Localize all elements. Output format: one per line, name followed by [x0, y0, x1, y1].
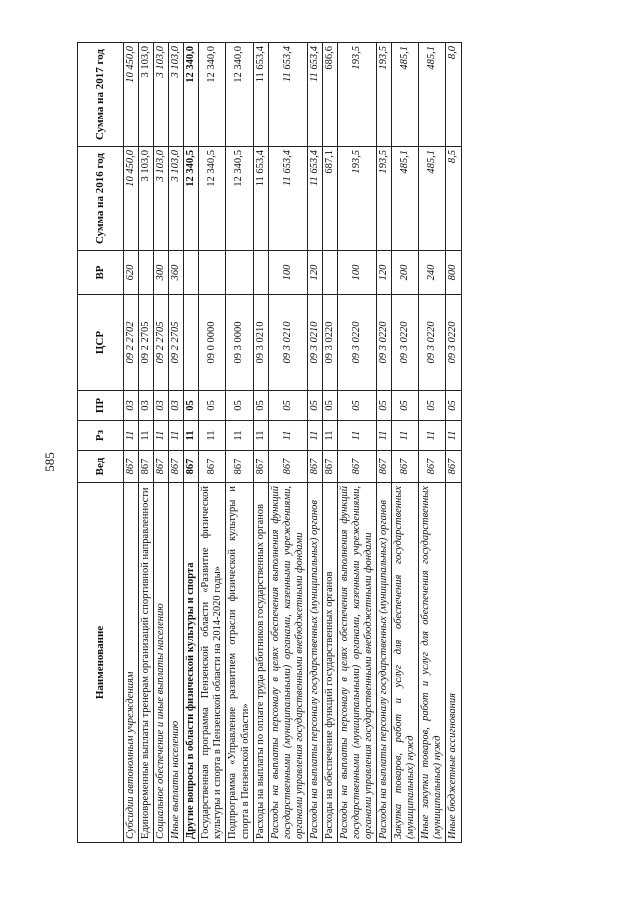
cell-pr: 05: [322, 391, 337, 421]
cell-ved: 867: [253, 451, 268, 483]
cell-sum-2017: 3 103,0: [139, 43, 154, 147]
cell-sum-2016: 11 653,4: [307, 147, 322, 251]
cell-sum-2017: 193,5: [337, 43, 376, 147]
cell-pr: 05: [377, 391, 392, 421]
cell-rz: 11: [139, 421, 154, 451]
cell-sum-2017: 193,5: [377, 43, 392, 147]
cell-pr: 05: [307, 391, 322, 421]
cell-csr: 09 2 2705: [154, 295, 169, 391]
cell-pr: 03: [124, 391, 139, 421]
cell-csr: 09 3 0220: [392, 295, 419, 391]
table-row: [169, 43, 184, 843]
table-row: [199, 43, 226, 843]
cell-vr: 120: [377, 251, 392, 295]
table-row: [139, 43, 154, 843]
cell-pr: 03: [139, 391, 154, 421]
cell-name: Иные закупки товаров, работ и услуг для обеспечения государственных (муниципальных) нужд: [419, 483, 446, 843]
cell-name: Расходы на выплаты персоналу в целях обеспечения выполнения функций государственными (муниципальными) органами, казенными учреждениями, органами управления государственными внебюджетными фондами: [268, 483, 307, 843]
cell-ved: 867: [377, 451, 392, 483]
cell-vr: [226, 251, 253, 295]
table-body: [124, 43, 462, 843]
cell-csr: 09 2 2702: [124, 295, 139, 391]
cell-vr: 120: [307, 251, 322, 295]
cell-ved: 867: [199, 451, 226, 483]
cell-rz: 11: [154, 421, 169, 451]
cell-vr: [253, 251, 268, 295]
cell-sum-2016: 12 340,5: [199, 147, 226, 251]
cell-sum-2016: 8,5: [446, 147, 461, 251]
cell-ved: 867: [419, 451, 446, 483]
cell-pr: 03: [154, 391, 169, 421]
cell-sum-2017: 11 653,4: [307, 43, 322, 147]
cell-sum-2017: 11 653,4: [253, 43, 268, 147]
cell-ved: 867: [307, 451, 322, 483]
table-row: [337, 43, 376, 843]
cell-sum-2016: 193,5: [377, 147, 392, 251]
cell-csr: 09 3 0210: [307, 295, 322, 391]
cell-sum-2017: 11 653,4: [268, 43, 307, 147]
cell-rz: 11: [337, 421, 376, 451]
cell-sum-2016: 11 653,4: [253, 147, 268, 251]
cell-name: Расходы на выплаты по оплате труда работников государственных органов: [253, 483, 268, 843]
cell-rz: 11: [419, 421, 446, 451]
cell-ved: 867: [124, 451, 139, 483]
header-ved: Вед: [78, 451, 124, 483]
cell-vr: [139, 251, 154, 295]
cell-name: Расходы на выплаты персоналу в целях обеспечения выполнения функций государственными (муниципальными) органами, казенными учреждениями, органами управления государственными внебюджетными фондами: [337, 483, 376, 843]
cell-ved: 867: [226, 451, 253, 483]
cell-name: Государственная программа Пензенской области «Развитие физической культуры и спорта в Пензенской области на 2014-2020 годы»: [199, 483, 226, 843]
cell-vr: 200: [392, 251, 419, 295]
table-row: [307, 43, 322, 843]
cell-rz: 11: [377, 421, 392, 451]
cell-sum-2016: 10 450,0: [124, 147, 139, 251]
cell-sum-2017: 12 340,0: [226, 43, 253, 147]
cell-sum-2017: 10 450,0: [124, 43, 139, 147]
cell-ved: 867: [184, 451, 199, 483]
cell-rz: 11: [322, 421, 337, 451]
cell-rz: 11: [226, 421, 253, 451]
table-row: [226, 43, 253, 843]
cell-vr: 100: [337, 251, 376, 295]
cell-name: Расходы на выплаты персоналу государственных (муниципальных) органов: [377, 483, 392, 843]
table-row: [446, 43, 461, 843]
cell-rz: 11: [253, 421, 268, 451]
cell-sum-2016: 12 340,5: [226, 147, 253, 251]
cell-csr: 09 3 0220: [322, 295, 337, 391]
page-number: 585: [42, 452, 57, 472]
cell-pr: 05: [446, 391, 461, 421]
table-row: [124, 43, 139, 843]
cell-vr: 620: [124, 251, 139, 295]
cell-sum-2017: 8,0: [446, 43, 461, 147]
cell-ved: 867: [169, 451, 184, 483]
cell-pr: 03: [169, 391, 184, 421]
table-header-row: [78, 43, 124, 843]
cell-vr: 240: [419, 251, 446, 295]
cell-sum-2017: 485,1: [419, 43, 446, 147]
cell-ved: 867: [268, 451, 307, 483]
header-pr: ПР: [78, 391, 124, 421]
cell-sum-2016: 11 653,4: [268, 147, 307, 251]
table-row: [154, 43, 169, 843]
cell-csr: 09 3 0210: [268, 295, 307, 391]
cell-name: Другие вопросы в области физической культуры и спорта: [184, 483, 199, 843]
header-name: Наименование: [78, 483, 124, 843]
cell-sum-2017: 3 103,0: [169, 43, 184, 147]
cell-ved: 867: [392, 451, 419, 483]
cell-csr: 09 0 0000: [199, 295, 226, 391]
cell-csr: 09 3 0220: [337, 295, 376, 391]
table-row: [268, 43, 307, 843]
cell-sum-2016: 3 103,0: [139, 147, 154, 251]
budget-table: [77, 42, 462, 843]
cell-ved: 867: [337, 451, 376, 483]
cell-sum-2016: 3 103,0: [154, 147, 169, 251]
cell-name: Расходы на выплаты персоналу государственных (муниципальных) органов: [307, 483, 322, 843]
cell-csr: [184, 295, 199, 391]
cell-ved: 867: [322, 451, 337, 483]
cell-rz: 11: [184, 421, 199, 451]
rotated-table-wrapper: [77, 43, 615, 843]
cell-pr: 05: [419, 391, 446, 421]
cell-pr: 05: [253, 391, 268, 421]
cell-ved: 867: [139, 451, 154, 483]
header-csr: ЦСР: [78, 295, 124, 391]
cell-pr: 05: [226, 391, 253, 421]
cell-name: Иные бюджетные ассигнования: [446, 483, 461, 843]
cell-pr: 05: [268, 391, 307, 421]
cell-sum-2016: 3 103,0: [169, 147, 184, 251]
table-row: [419, 43, 446, 843]
header-rz: Рз: [78, 421, 124, 451]
cell-csr: 09 2 2705: [169, 295, 184, 391]
table-row: [392, 43, 419, 843]
cell-vr: [322, 251, 337, 295]
cell-name: Расходы на обеспечение функций государственных органов: [322, 483, 337, 843]
cell-vr: 300: [154, 251, 169, 295]
cell-csr: 09 3 0000: [226, 295, 253, 391]
header-sum-2017: Сумма на 2017 год: [78, 43, 124, 147]
cell-csr: 09 2 2705: [139, 295, 154, 391]
cell-name: Закупка товаров, работ и услуг для обеспечения государственных (муниципальных) нужд: [392, 483, 419, 843]
cell-name: Подпрограмма «Управление развитием отрасли физической культуры и спорта в Пензенской области»: [226, 483, 253, 843]
cell-vr: 360: [169, 251, 184, 295]
cell-rz: 11: [124, 421, 139, 451]
cell-sum-2017: 686,6: [322, 43, 337, 147]
header-sum-2016: Сумма на 2016 год: [78, 147, 124, 251]
cell-rz: 11: [199, 421, 226, 451]
cell-pr: 05: [184, 391, 199, 421]
cell-pr: 05: [392, 391, 419, 421]
cell-name: Иные выплаты населению: [169, 483, 184, 843]
cell-pr: 05: [337, 391, 376, 421]
table-row: [377, 43, 392, 843]
table-row: [184, 43, 199, 843]
cell-rz: 11: [446, 421, 461, 451]
cell-rz: 11: [169, 421, 184, 451]
cell-sum-2017: 485,1: [392, 43, 419, 147]
cell-name: Социальное обеспечение и иные выплаты населению: [154, 483, 169, 843]
cell-name: Единовременные выплаты тренерам организаций спортивной направленности: [139, 483, 154, 843]
table-row: [322, 43, 337, 843]
cell-vr: [184, 251, 199, 295]
cell-vr: 800: [446, 251, 461, 295]
cell-sum-2017: 12 340,0: [199, 43, 226, 147]
cell-rz: 11: [268, 421, 307, 451]
cell-sum-2016: 485,1: [419, 147, 446, 251]
cell-ved: 867: [446, 451, 461, 483]
cell-ved: 867: [154, 451, 169, 483]
cell-sum-2017: 3 103,0: [154, 43, 169, 147]
cell-sum-2016: 485,1: [392, 147, 419, 251]
cell-vr: [199, 251, 226, 295]
cell-csr: 09 3 0220: [419, 295, 446, 391]
cell-vr: 100: [268, 251, 307, 295]
cell-name: Субсидии автономным учреждениям: [124, 483, 139, 843]
cell-rz: 11: [392, 421, 419, 451]
cell-csr: 09 3 0220: [377, 295, 392, 391]
cell-csr: 09 3 0210: [253, 295, 268, 391]
cell-sum-2016: 687,1: [322, 147, 337, 251]
cell-sum-2017: 12 340,0: [184, 43, 199, 147]
cell-csr: 09 3 0220: [446, 295, 461, 391]
table-row: [253, 43, 268, 843]
header-vr: ВР: [78, 251, 124, 295]
cell-rz: 11: [307, 421, 322, 451]
cell-sum-2016: 193,5: [337, 147, 376, 251]
cell-sum-2016: 12 340,5: [184, 147, 199, 251]
cell-pr: 05: [199, 391, 226, 421]
